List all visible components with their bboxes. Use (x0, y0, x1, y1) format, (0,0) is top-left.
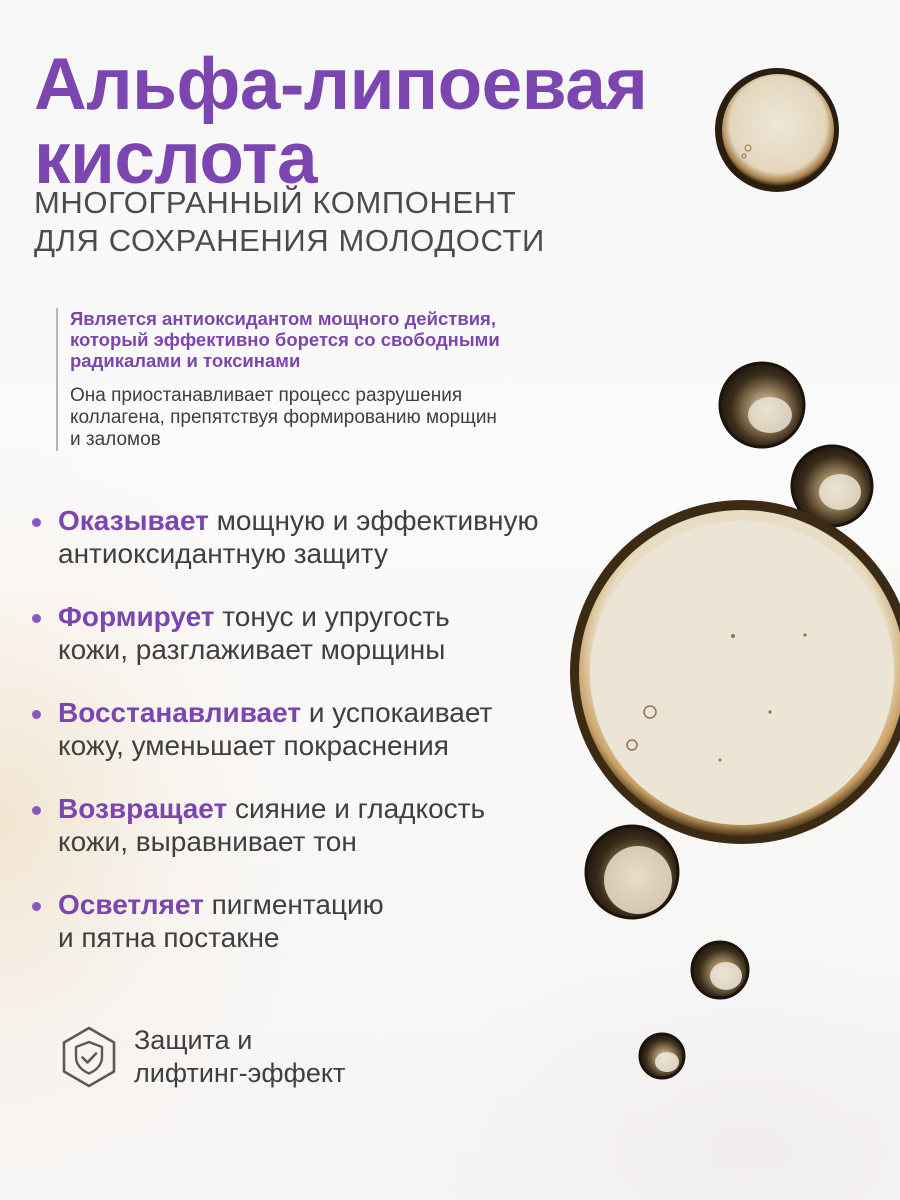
benefit-rest: сияние и гладкость (227, 793, 486, 824)
badge-line-1: Защита и (134, 1025, 253, 1055)
bullet-dot-icon (32, 710, 41, 719)
badge-line-2: лифтинг-эффект (134, 1058, 346, 1088)
benefit-line-2: кожи, выравнивает тон (58, 826, 357, 857)
benefit-item (30, 504, 630, 570)
drop-small-4 (640, 1034, 684, 1078)
bullet-dot-icon (32, 518, 41, 527)
info-accent-line: радикалами и токсинами (70, 350, 301, 371)
benefit-item (30, 888, 630, 954)
benefit-line-2: кожи, разглаживает морщины (58, 634, 446, 665)
benefit-accent: Оказывает (58, 505, 209, 536)
info-accent-line: который эффективно борется со свободными (70, 329, 500, 350)
benefit-rest: пигментацию (203, 889, 384, 920)
drop-top (715, 68, 839, 192)
benefit-accent: Формирует (58, 601, 215, 632)
drop-small-3 (692, 942, 748, 998)
benefit-accent: Возвращает (58, 793, 228, 824)
drop-small-1 (720, 363, 804, 447)
subtitle-line-2: ДЛЯ СОХРАНЕНИЯ МОЛОДОСТИ (34, 223, 545, 258)
benefit-item (30, 600, 630, 666)
protection-badge (58, 1024, 345, 1090)
info-accent-line: Является антиоксидантом мощного действия, (70, 308, 496, 329)
benefit-item (30, 696, 630, 762)
title-line-1: Альфа-липоевая (34, 44, 648, 125)
shield-check-icon (58, 1026, 120, 1088)
benefit-line-2: и пятна постакне (58, 922, 280, 953)
benefit-line-2: кожу, уменьшает покраснения (58, 730, 449, 761)
benefits-list (30, 504, 630, 984)
benefit-item (30, 792, 630, 858)
bullet-dot-icon (32, 614, 41, 623)
page-subtitle (34, 184, 545, 260)
drop-small-2 (792, 446, 872, 526)
benefit-line-2: антиоксидантную защиту (58, 538, 388, 569)
benefit-accent: Восстанавливает (58, 697, 302, 728)
benefit-accent: Осветляет (58, 889, 204, 920)
bullet-dot-icon (32, 902, 41, 911)
benefit-rest: тонус и упругость (214, 601, 450, 632)
benefit-rest: мощную и эффективную (208, 505, 539, 536)
subtitle-line-1: МНОГОГРАННЫЙ КОМПОНЕНТ (34, 185, 517, 220)
bullet-dot-icon (32, 806, 41, 815)
title-line-2: кислота (34, 118, 318, 199)
info-plain-line: коллагена, препятствуя формированию морщин (70, 407, 497, 428)
badge-text (134, 1024, 345, 1090)
info-plain-line: Она приостанавливает процесс разрушения (70, 385, 463, 406)
info-accent-text (70, 308, 636, 371)
benefit-rest: и успокаивает (301, 697, 493, 728)
page-title (34, 44, 648, 199)
info-plain-text (70, 385, 636, 451)
info-plain-line: и заломов (70, 429, 161, 450)
info-block (56, 308, 636, 451)
